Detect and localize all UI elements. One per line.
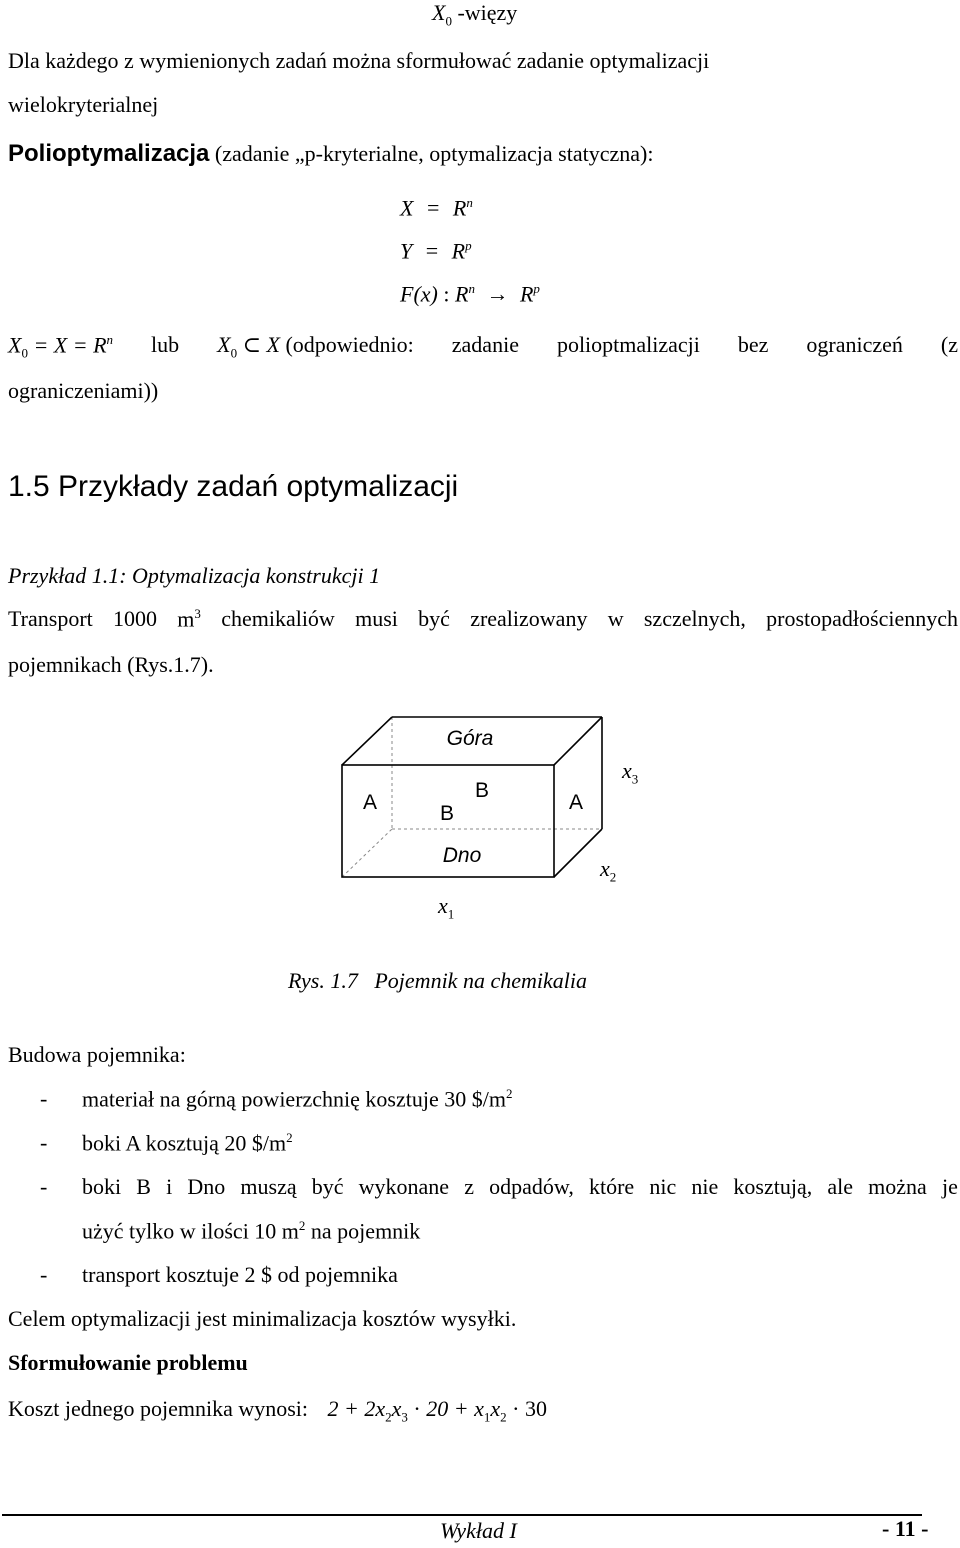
fig-x2-sub: 2 (609, 869, 617, 885)
budowa-item-1-dash: - (40, 1086, 48, 1111)
header-x0-wiezy (432, 0, 517, 29)
eq2-op: = (425, 238, 439, 264)
koszt-s1: 1 (483, 1409, 491, 1425)
figure-caption: Rys. 1.7 Pojemnik na chemikalia (288, 968, 587, 993)
budowa-item-2-sup: 2 (286, 1130, 293, 1145)
fig-x1 (438, 893, 454, 922)
koszt-end: 30 (524, 1396, 547, 1421)
fig-bottom-label: Dno (442, 844, 482, 867)
fig-top-label: Góra (446, 727, 494, 750)
transport-m: m (177, 606, 195, 632)
b3-w10: nic (649, 1174, 677, 1199)
eq3-r2: R (519, 281, 534, 307)
footer-lecture: Wykład I (440, 1518, 517, 1543)
header-sub: 0 (445, 13, 452, 29)
example-title: Przykład 1.1: Optymalizacja konstrukcji 1 (8, 563, 381, 588)
transport-sup: 3 (194, 606, 201, 621)
fig-x1-var: x (438, 893, 448, 918)
transport-line1 (8, 606, 958, 632)
fig-x3 (622, 758, 638, 787)
koszt-xc: x (490, 1396, 501, 1421)
footer-rule (2, 1514, 922, 1516)
transport-w7: zrealizowany (470, 606, 588, 631)
eq3-arg: (x) (413, 281, 438, 307)
koszt-s2: 2 (385, 1409, 392, 1425)
budowa-item-3-dash: - (40, 1174, 48, 1199)
b3-w13: ale (827, 1174, 854, 1199)
koszt-dot1: · (413, 1396, 421, 1421)
b3-w8: odpadów, (489, 1174, 574, 1199)
transport-line2: pojemnikach (Rys.1.7). (8, 652, 214, 677)
transport-w5: musi (355, 606, 398, 631)
eq3-arrow: → (486, 281, 509, 307)
equation-3 (400, 281, 540, 307)
cond-subset-sym: ⊂ (242, 332, 262, 357)
fig-back-label: B (474, 779, 490, 802)
eq1-op: = (426, 195, 440, 221)
b3-w15: je (941, 1174, 958, 1199)
transport-unit (177, 606, 201, 632)
transport-w9: szczelnych, (643, 606, 746, 631)
eq1-lhs: X (400, 195, 414, 221)
eq3-lhs: F (400, 281, 414, 307)
budowa-item-1-sup: 2 (505, 1086, 513, 1101)
equation-2 (400, 238, 472, 264)
b3-w0: boki (82, 1174, 122, 1199)
budowa-item-2-text: boki A kosztują 20 $/m (82, 1130, 287, 1156)
transport-w1: Transport (8, 606, 93, 631)
b3-w6: wykonane (358, 1174, 450, 1199)
footer-page: - 11 - (882, 1516, 929, 1541)
poly-rest: (zadanie „p-kryterialne, optymalizacja statyczna): (214, 141, 654, 166)
container-figure (330, 705, 690, 935)
transport-w10: prostopadłościennych (766, 606, 958, 631)
budowa-item-3-line2 (82, 1218, 420, 1244)
b3-sup: 2 (298, 1218, 306, 1233)
sform-heading: Sformułowanie problemu (8, 1350, 248, 1375)
budowa-item-4: transport kosztuje 2 $ od pojemnika (82, 1262, 398, 1287)
fig-x2 (600, 856, 616, 885)
equation-1 (400, 195, 473, 221)
cond-lub: lub (151, 332, 180, 357)
transport-w4: chemikaliów (221, 606, 335, 631)
header-text: -więzy (457, 0, 518, 25)
cond-w1: (odpowiednio: (285, 332, 414, 357)
poly-bold: Polioptymalizacja (8, 140, 210, 167)
condition-line (8, 332, 958, 362)
section-title: 1.5 Przykłady zadań optymalizacji (8, 470, 459, 503)
eq1-rhs: R (452, 195, 467, 221)
b3-w9: które (588, 1174, 635, 1199)
fig-x2-var: x (600, 856, 610, 881)
eq3-colon: : (443, 281, 450, 307)
cond-eq1: = X = R (33, 332, 107, 358)
budowa-item-1-text: materiał na górną powierzchnię kosztuje 30 $/m (82, 1086, 506, 1112)
budowa-item-1 (82, 1086, 512, 1112)
fig-right-label: A (568, 791, 584, 814)
cond-x0sub: 0 (21, 345, 28, 361)
transport-w2: 1000 (113, 606, 158, 631)
fig-x3-sub: 3 (631, 771, 639, 787)
b3-w12: kosztują, (733, 1174, 813, 1199)
b3-w14: można (868, 1174, 927, 1199)
b3-w5: być (311, 1174, 344, 1199)
koszt-mid: 20 + x (426, 1396, 484, 1421)
koszt-label: Koszt jednego pojemnika wynosi: (8, 1396, 309, 1421)
b3-line2a: użyć tylko w ilości 10 m (82, 1218, 299, 1244)
eq1-sup: n (466, 195, 473, 210)
koszt-a: 2 + 2x (327, 1396, 386, 1421)
koszt-formula (327, 1396, 547, 1425)
cond-n: n (106, 332, 114, 347)
eq2-rhs: R (451, 238, 466, 264)
poly-line (8, 140, 653, 168)
eq3-s1: n (468, 281, 475, 296)
budowa-title: Budowa pojemnika: (8, 1042, 186, 1067)
eq3-s2: p (533, 281, 540, 296)
b3-w3: Dno (187, 1174, 226, 1199)
koszt-dot2: · (512, 1396, 520, 1421)
fig-x1-sub: 1 (447, 906, 455, 922)
eq2-lhs: Y (400, 238, 413, 264)
eq3-r1: R (455, 281, 469, 307)
cond-w3: polioptmalizacji (556, 332, 700, 357)
b3-w1: B (136, 1174, 151, 1199)
budowa-item-2 (82, 1130, 293, 1156)
cond-x0bsub: 0 (230, 345, 238, 361)
para1-line2: wielokryterialnej (8, 92, 159, 117)
cond-subset (217, 332, 414, 362)
cond-w4: bez (737, 332, 769, 357)
b3-w4: muszą (240, 1174, 297, 1199)
cond-xb: X (266, 332, 280, 357)
eq2-sup: p (465, 238, 472, 253)
fig-left-label: A (362, 791, 378, 814)
b3-w7: z (464, 1174, 474, 1199)
koszt-s2b: 2 (500, 1409, 507, 1425)
koszt-s3: 3 (401, 1409, 408, 1425)
cond-x0: X (8, 332, 22, 358)
cond-x0b: X (217, 332, 231, 357)
cond-w6: (z (940, 332, 958, 357)
b3-w11: nie (691, 1174, 719, 1199)
koszt-xb: x (391, 1396, 402, 1421)
koszt-line (8, 1396, 547, 1425)
cond-line2: ograniczeniami)) (8, 378, 159, 403)
budowa-item-2-dash: - (40, 1130, 48, 1155)
budowa-item-3-line1 (82, 1174, 958, 1200)
b3-w2: i (166, 1174, 173, 1199)
cond-w2: zadanie (451, 332, 519, 357)
header-var: X (432, 0, 446, 25)
budowa-item-4-dash: - (40, 1262, 48, 1287)
fig-x3-var: x (622, 758, 632, 783)
transport-w6: być (418, 606, 450, 631)
cond-formula (8, 332, 113, 362)
transport-w8: w (607, 606, 624, 631)
b3-line2b: na pojemnik (310, 1218, 421, 1244)
fig-front-label: B (439, 802, 455, 825)
cond-w5: ograniczeń (806, 332, 903, 357)
para1-line1: Dla każdego z wymienionych zadań można sformułować zadanie optymalizacji (8, 48, 710, 73)
celem-line: Celem optymalizacji jest minimalizacja kosztów wysyłki. (8, 1306, 517, 1331)
